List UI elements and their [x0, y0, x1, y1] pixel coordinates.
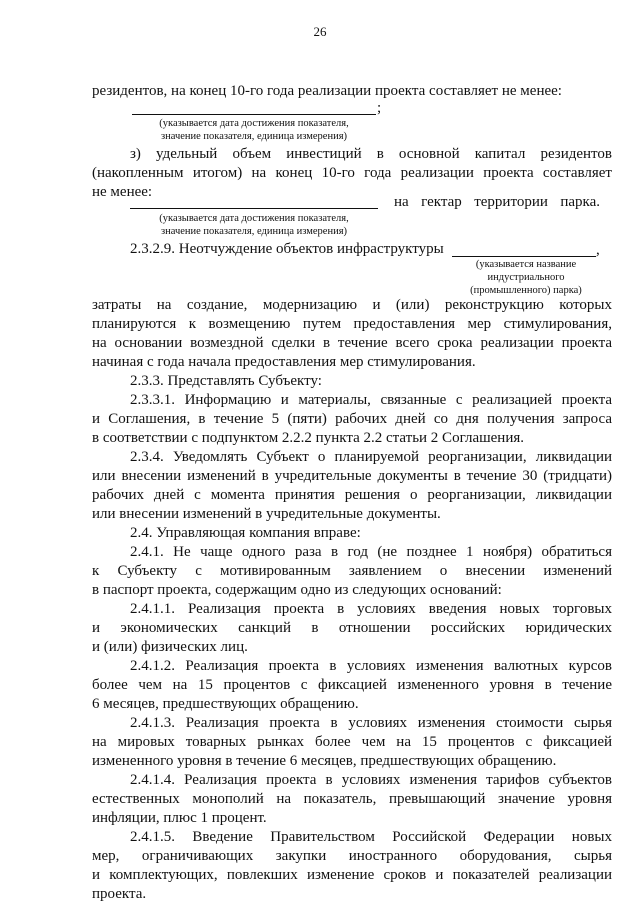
text-line: 6 месяцев, предшествующих обращению. [92, 696, 359, 712]
text-line: (накопленным итогом) на конец 10-го года реализации проекта составляет [92, 165, 612, 181]
text-line: и экономических санкций в отношении российских юридических [92, 620, 612, 636]
text-line: и комплектующих, повлекших изменение сроков и показателей реализации [92, 867, 612, 883]
text-line: рабочих дней с момента принятия решения о реорганизации, ликвидации [92, 487, 612, 503]
text-line: в паспорт проекта, содержащим одно из следующих оснований: [92, 582, 502, 598]
text-line: 2.4.1.3. Реализация проекта в условиях изменения стоимости сырья [130, 715, 612, 731]
text-line: 2.4.1. Не чаще одного раза в год (не позднее 1 ноября) обратиться [130, 544, 612, 560]
text-line: затраты на создание, модернизацию и (или) реконструкцию которых [92, 297, 612, 313]
text-line: 2.3.3.1. Информацию и материалы, связанные с реализацией проекта [130, 392, 612, 408]
text-line: начиная с года начала предоставления мер стимулирования. [92, 354, 476, 370]
text-line: естественных монополий на показатель, превышающий значение уровня [92, 791, 612, 807]
text-line: и Соглашения, в течение 5 (пяти) рабочих дней со дня получения запроса [92, 411, 612, 427]
text-line: 2.4. Управляющая компания вправе: [130, 525, 361, 541]
fill-in-blank [130, 208, 378, 209]
fill-in-blank [132, 114, 376, 115]
fill-in-hint: (указывается дата достижения показателя, [159, 118, 349, 129]
text-line: мер, ограничивающих закупки иностранного оборудования, сырья [92, 848, 612, 864]
fill-in-hint: индустриального [487, 272, 565, 283]
text-line: более чем на 15 процентов с фиксацией измененного уровня в течение [92, 677, 612, 693]
text-line: или внесении изменений в учредительные документы в течение 30 (тридцати) [92, 468, 612, 484]
text-line: на мировых товарных рынках более чем на 15 процентов с фиксацией [92, 734, 612, 750]
fill-in-hint: (промышленного) парка) [470, 285, 582, 296]
page-number: 26 [313, 24, 327, 39]
fill-in-hint: (указывается название [475, 259, 577, 270]
fill-in-hint: значение показателя, единица измерения) [160, 131, 348, 142]
text-line: к Субъекту с мотивированным заявлением о внесении изменений [92, 563, 612, 579]
text-line: 2.3.3. Представлять Субъекту: [130, 373, 322, 389]
text-line: измененного уровня в течение 6 месяцев, предшествующих обращению. [92, 753, 557, 769]
text-line: 2.4.1.4. Реализация проекта в условиях изменения тарифов субъектов [130, 772, 612, 788]
text-line: , [596, 242, 600, 258]
text-line: з) удельный объем инвестиций в основной капитал резидентов [130, 146, 612, 162]
fill-in-blank [452, 256, 596, 257]
text-line: резидентов, на конец 10-го года реализации проекта составляет не менее: [92, 83, 562, 99]
text-line: проекта. [92, 886, 147, 902]
text-line: на основании возмездной сделки в течение всего срока реализации проекта [92, 335, 612, 351]
text-line: в соответствии с подпунктом 2.2.2 пункта 2.2 статьи 2 Соглашения. [92, 430, 525, 446]
text-line: ; [377, 100, 382, 116]
fill-in-hint: значение показателя, единица измерения) [160, 226, 348, 237]
text-line: на гектар территории парка. [394, 194, 600, 210]
text-line: инфляции, плюс 1 процент. [92, 810, 267, 826]
text-line: планируются к возмещению путем предоставления мер стимулирования, [92, 316, 612, 332]
text-line: или внесении изменений в учредительные документы. [92, 506, 441, 522]
text-line: 2.3.2.9. Неотчуждение объектов инфраструктуры [130, 241, 444, 257]
text-line: 2.4.1.1. Реализация проекта в условиях введения новых торговых [130, 601, 612, 617]
text-line: 2.4.1.2. Реализация проекта в условиях изменения валютных курсов [130, 658, 612, 674]
text-line: 2.4.1.5. Введение Правительством Российской Федерации новых [130, 829, 612, 845]
text-line: и (или) физических лиц. [92, 639, 248, 655]
fill-in-hint: (указывается дата достижения показателя, [159, 213, 349, 224]
text-line: не менее: [92, 184, 153, 200]
text-line: 2.3.4. Уведомлять Субъект о планируемой реорганизации, ликвидации [130, 449, 612, 465]
